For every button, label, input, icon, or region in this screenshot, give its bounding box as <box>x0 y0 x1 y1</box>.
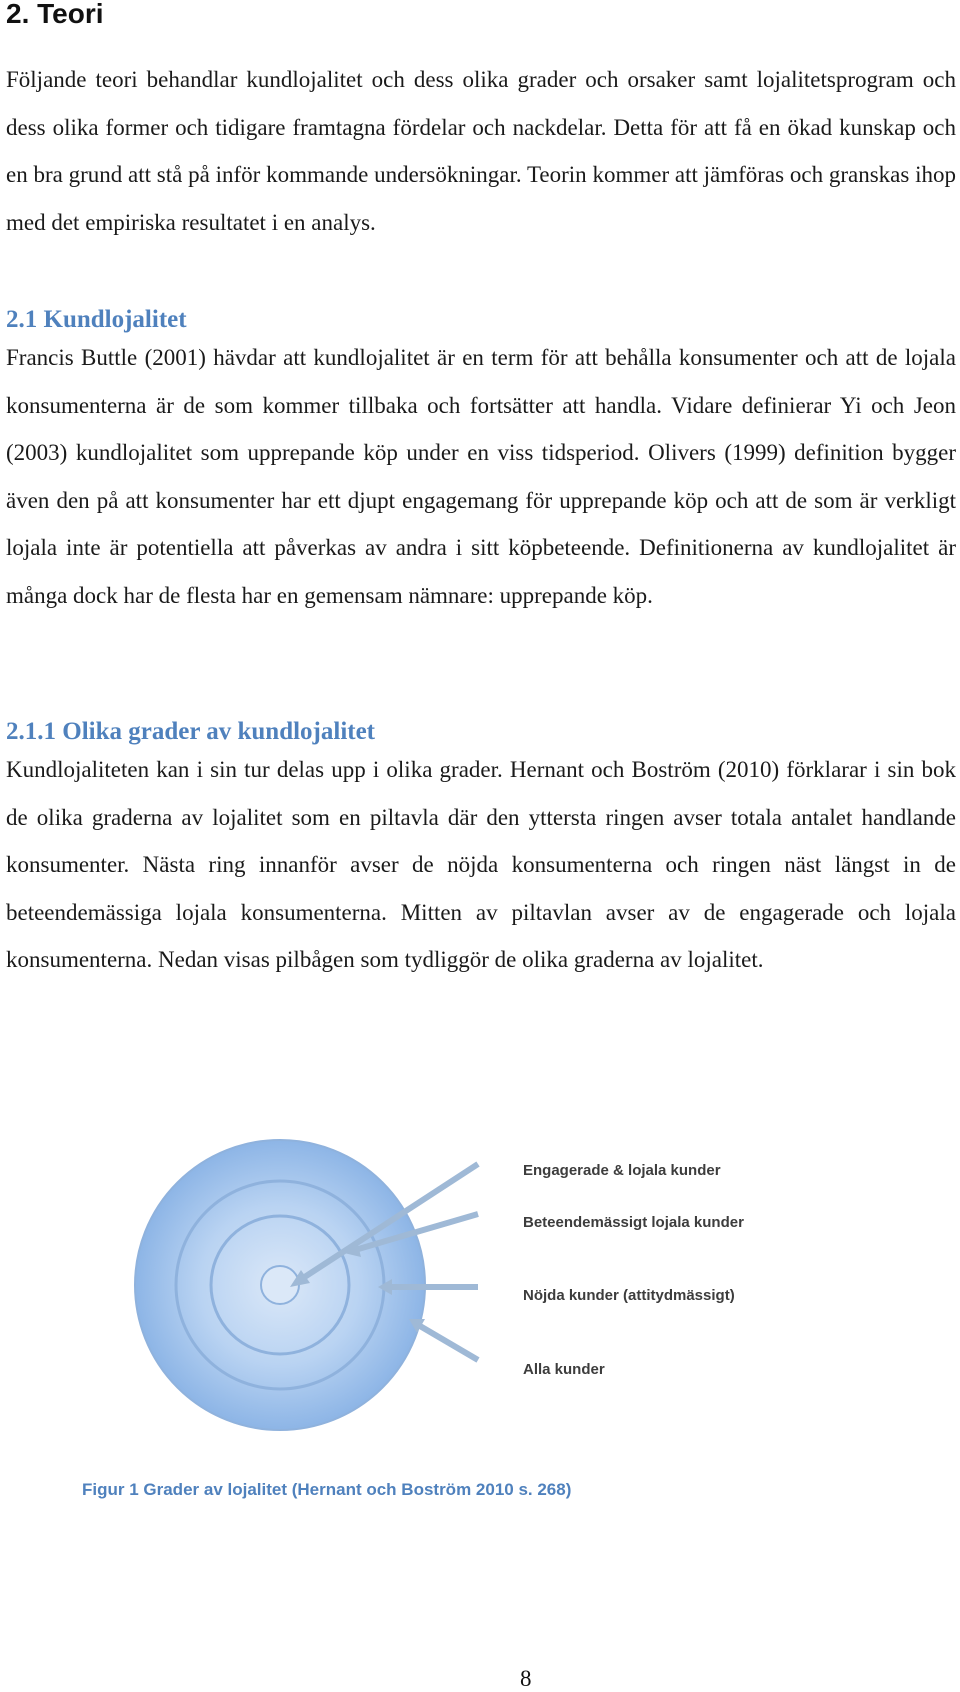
page-number: 8 <box>520 1666 532 1691</box>
figure-caption: Figur 1 Grader av lojalitet (Hernant och Boström 2010 s. 268) <box>82 1480 572 1499</box>
intro-paragraph: Följande teori behandlar kundlojalitet och dess olika grader och orsaker samt lojalitetsprogram och dess olika former och tidigare framtagna fördelar och nackdelar. Detta för att få en ökad kunskap och en bra grund att stå på inför kommande undersökningar. Teorin kommer att jämföras och granskas ihop med det empiriska resultatet i en analys. <box>6 67 956 235</box>
label-satisfied: Nöjda kunder (attitydmässigt) <box>523 1287 735 1304</box>
subsection-heading-olika-grader: 2.1.1 Olika grader av kundlojalitet <box>6 718 376 745</box>
olika-grader-paragraph: Kundlojaliteten kan i sin tur delas upp i olika grader. Hernant och Boström (2010) förklarar i sin bok de olika graderna av lojalitet som en piltavla där den yttersta ringen avser totala antalet handlande konsumenter. Nästa ring innanför avser de nöjda konsumenterna och ringen näst längst in de beteendemässiga lojala konsumenterna. Mitten av piltavlan avser av de engagerade och lojala konsumenterna. Nedan visas pilbågen som tydliggör de olika graderna av lojalitet. <box>6 757 956 972</box>
label-engaged-loyal: Engagerade & lojala kunder <box>523 1162 721 1179</box>
label-behavioral-loyal: Beteendemässigt lojala kunder <box>523 1214 744 1231</box>
chapter-title: 2. Teori <box>6 0 104 29</box>
arrow-all <box>420 1326 478 1360</box>
kundlojalitet-paragraph: Francis Buttle (2001) hävdar att kundlojalitet är en term för att behålla konsumenter och att de lojala konsumenterna är de som kommer tillbaka och fortsätter att handla. Vidare definierar Yi och Jeon (2003) kundlojalitet som upprepande köp under en viss tidsperiod. Olivers (1999) definition bygger även den på att konsumenter har ett djupt engagemang för upprepande köp och att de som är verkligt lojala inte är potentiella att påverkas av andra i sitt köpbeteende. Definitionerna av kundlojalitet är många dock har de flesta har en gemensam nämnare: upprepande köp. <box>6 345 956 608</box>
label-all-customers: Alla kunder <box>523 1361 605 1378</box>
loyalty-target-figure <box>100 1140 850 1440</box>
section-heading-kundlojalitet: 2.1 Kundlojalitet <box>6 306 187 333</box>
target-diagram <box>100 1140 850 1440</box>
